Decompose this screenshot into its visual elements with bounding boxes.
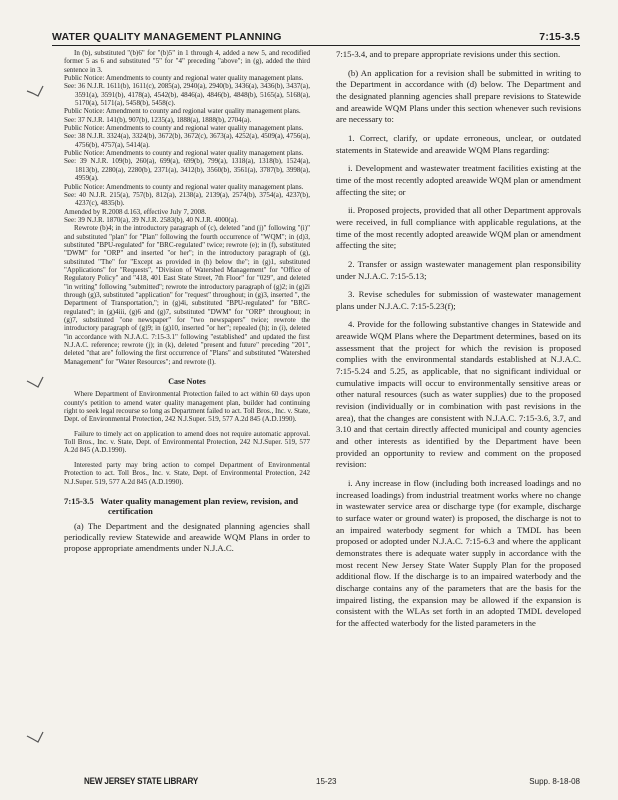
item-1: 1. Correct, clarify, or update erroneous, unclear, or outdated statements in Statewide and areawide WQM Plans regarding:: [336, 132, 581, 155]
item-4-i: i. Any increase in flow (including both increased loadings and no increased loadings) from industrial treatment works where no change in wastewater service area or discharge type (for example, discharge to surface water or ground water) is proposed, the discharge is not to an impaired waterbody segment for which a TMDL has been proposed or adopted under N.J.A.C. 7:15-6.3 and where the applicant demonstrates there is adequate water supply in accordance with the most recent New Jersey State Water Supply Plan for the proposed additional flow. If the discharge is to an impaired waterbody and the discharge contains any of the parameters that are the basis for the impaired listing, the expansion may be allowed if the expansion is consistent with the WLAs set forth in an adopted TMDL developed for the affected waterbody for the listed parameters in the: [336, 478, 581, 628]
margin-check-mark-icon: [26, 730, 44, 744]
see-citations: See: 36 N.J.R. 1611(b), 1611(c), 2085(a), 2940(a), 2940(b), 3436(a), 3436(b), 3437(a), 3591(a), 3591(b), 4178(a), 4542(b), 4846(a), 4846(b), 4848(b), 5165(a), 5168(a), 5170(a), 5171(a), 5458(b), 5458(c).: [64, 82, 310, 108]
item-2: 2. Transfer or assign wastewater management plan responsibility under N.J.A.C. 7:15-5.13;: [336, 258, 581, 281]
case-notes-heading: Case Notes: [168, 377, 206, 387]
case-note: Failure to timely act on application to amend does not require automatic approval. Toll Bros., Inc. v. State, Dept. of Environmental Protection, 242 N.J.Super. 519, 577 A.2d 845 (A.D.1990).: [64, 429, 310, 455]
margin-check-mark-icon: [26, 84, 44, 98]
section-number: 7:15-3.5: [64, 495, 94, 506]
right-column: [336, 49, 581, 637]
public-notice: Public Notice: Amendments to county and regional water quality management plans.: [64, 182, 304, 191]
section-heading: [64, 496, 310, 517]
paragraph-b: (b) An application for a revision shall be submitted in writing to the Department in accordance with (d) below. The Department and the designated planning agencies shall prepare revisions to Statewide and areawide WQM Plans under this section whenever such revisions are necessary to:: [336, 67, 581, 125]
public-notice: Public Notice: Amendments to county and regional water quality management plans.: [64, 74, 304, 83]
header-title: WATER QUALITY MANAGEMENT PLANNING: [52, 31, 282, 43]
item-4: 4. Provide for the following substantive changes in Statewide and areawide WQM Plans where the Department determines, based on its assessment that the project for which the revision is proposed complies with the environmental standards established at N.J.A.C. 7:15-5.24 and 5.25, as applicable, that no significant individual or cumulative impacts will occur to environmentally sensitive areas or other natural resources (such as water supplies) due to the proposed revision (individually or in combination with past revisions in the area), that the changes are consistent with N.J.A.C. 7:15-3.6, 3.7, and 3.10 and that certain directly affected municipal and county agencies and other interests as identified by the Department have been provided an opportunity to review and comment on the proposed revision:: [336, 319, 581, 470]
supplement-date: Supp. 8-18-08: [529, 777, 580, 786]
see-citations: See: 39 N.J.R. 109(b), 260(a), 699(a), 699(b), 799(a), 1318(a), 1318(b), 1524(a), 1813(b), 2280(a), 2280(b), 2371(a), 3412(b), 3560(b), 3561(a), 3787(b), 3998(a), 4959(a).: [64, 157, 310, 183]
public-notice: Public Notice: Amendments to county and regional water quality management plans.: [64, 124, 304, 133]
see-citations: See: 37 N.J.R. 141(b), 907(b), 1235(a), 1888(a), 1888(b), 2704(a).: [64, 115, 252, 124]
margin-check-mark-icon: [26, 375, 44, 389]
section-paragraph-a: (a) The Department and the designated planning agencies shall periodically review Statewide and areawide WQM Plans in order to propose appropriate amendments under N.J.A.C.: [64, 520, 310, 554]
continued-paragraph: 7:15-3.4, and to prepare appropriate revisions under this section.: [336, 49, 561, 59]
case-note: Where Department of Environmental Protection failed to act within 60 days upon county's petition to amend water quality management plan, builder had continuing right to seek legal recourse so long as Department failed to act. Toll Bros., Inc. v. State, Dept. of Environmental Protection, 242 N.J.Super. 519, 577 A.2d 845 (A.D.1990).: [64, 390, 310, 424]
rewrote-paragraph: Rewrote (b)4; in the introductory paragraph of (c), deleted "and (j)" following "(i)" and substituted "plan" for "Plan" following the fourth occurrence of "WQM"; in (d)3, substituted "BPU-regulated" for "BRC-regulated" twice; rewrote (e); in (f), substituted "DWM" for "ORP" and inserted "or her"; in the introductory paragraph of (g), substituted "The" for "Except as provided in (h) below the"; in (g)1, substituted "Applications" for "Requests", "Division of Watershed Management" for "Office of Regulatory Policy" and "418, 401 East State Street, 7th Floor" for "029", and deleted "in writing" following "submitted"; rewrote the introductory paragraph of (g)2; in (g)2i through (g)3, substituted "application" for "request" throughout; in (g)3, inserted ", the Department of Transportation,"; in (g)4i, substituted "BPU-regulated" for "BRC-regulated"; in (g)4iii, (g)6 and (g)7, substituted "DWM" for "ORP" throughout; in (g)7, substituted "one newspaper" for "two newspapers" twice; rewrote the introductory paragraph of (g)9; in (g)10, inserted "or her"; repealed (h); in (i), deleted "in accordance with N.J.A.C. 7:15-3.1" following "established" and updated the first N.J.A.C. reference; rewrote (j); in (k), deleted "present and future" preceding "201", deleted "that are" following the first occurrence of "Plans" and substituted "Watershed Management" for "Water Resources"; and rewrote (l).: [64, 224, 310, 366]
left-column: [64, 49, 310, 554]
see-citations: See: 40 N.J.R. 215(a), 757(b), 812(a), 2138(a), 2139(a), 2574(b), 3754(a), 4237(b), 4237(c), 4835(b).: [64, 190, 310, 208]
item-1-ii: ii. Proposed projects, provided that all other Department approvals were received, in full compliance with applicable regulations, at the time of the most recently adopted areawide WQM plan or amendment affecting the site;: [336, 205, 581, 251]
section-title: Water quality management plan review, revision, and certification: [100, 495, 299, 517]
see-citations: See: 38 N.J.R. 3324(a), 3324(b), 3672(b), 3672(c), 3673(a), 4252(a), 4509(a), 4756(a), 4756(b), 4757(a), 5414(a).: [64, 132, 310, 149]
amendment-note: Amended by R.2008 d.163, effective July 7, 2008.: [64, 207, 207, 216]
public-notice: Public Notice: Amendments to county and regional water quality management plans.: [64, 149, 304, 158]
library-stamp: NEW JERSEY STATE LIBRARY: [84, 776, 199, 787]
see-citations: See: 39 N.J.R. 1870(a), 39 N.J.R. 2583(b), 40 N.J.R. 4000(a).: [64, 215, 239, 224]
case-note: Interested party may bring action to compel Department of Environmental Protection to act. Toll Bros., Inc. v. State, Dept. of Environmental Protection, 242 N.J.Super. 519, 577 A.2d 845 (A.D.1990).: [64, 460, 310, 486]
history-paragraph: In (b), substituted "(b)6" for "(b)5" in 1 through 4, added a new 5, and recodified former 5 as 6 and substituted "5" for "4" preceding "above"; in (g), added the third sentence in 3.: [64, 49, 310, 74]
page-footer: [84, 776, 580, 790]
item-1-i: i. Development and wastewater treatment facilities existing at the time of the most recently adopted areawide WQM plan or amendment affecting the site; or: [336, 163, 581, 197]
header-section: 7:15-3.5: [539, 31, 580, 43]
running-header: [52, 27, 580, 46]
item-3: 3. Revise schedules for submission of wastewater management plans under N.J.A.C. 7:15-5.23(f);: [336, 289, 581, 311]
public-notice: Public Notice: Amendment to county and regional water quality management plans.: [64, 107, 301, 116]
page-number: 15-23: [316, 777, 337, 786]
